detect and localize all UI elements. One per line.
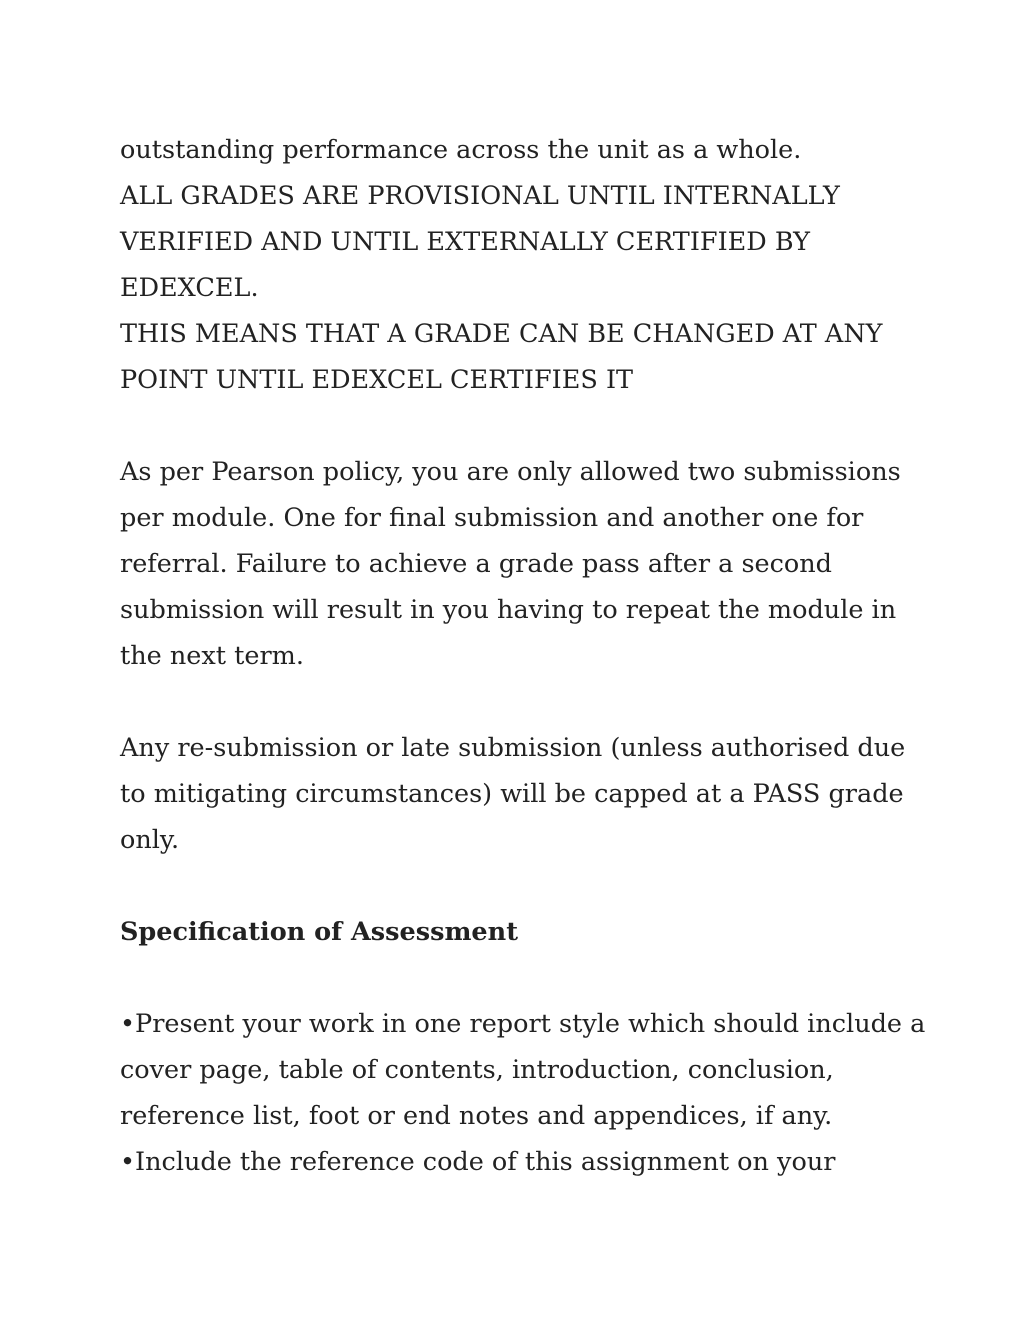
text-line: VERIFIED AND UNTIL EXTERNALLY CERTIFIED BY [120,227,810,257]
text-line: Any re-submission or late submission (unless authorised due [120,733,906,763]
bullet-icon: • [120,1009,136,1039]
policy-paragraph [120,449,900,679]
text-line: only. [120,825,180,855]
text-line: POINT UNTIL EDEXCEL CERTIFIES IT [120,365,634,395]
text-line: As per Pearson policy, you are only allowed two submissions [120,457,901,487]
bullet-list [120,1001,926,1185]
text-line: cover page, table of contents, introduction, conclusion, [120,1055,834,1085]
text-line: THIS MEANS THAT A GRADE CAN BE CHANGED AT ANY [120,319,883,349]
bullet-item-start [120,1139,900,1185]
text-line: reference list, foot or end notes and appendices, if any. [120,1101,833,1131]
bullet-icon: • [120,1147,136,1177]
section-heading: Specification of Assessment [120,917,518,947]
bullet-text: Include the reference code of this assignment on your [135,1147,836,1177]
text-line: EDEXCEL. [120,273,259,303]
text-line: the next term. [120,641,304,671]
text-line: ALL GRADES ARE PROVISIONAL UNTIL INTERNALLY [120,181,840,211]
intro-block [120,127,900,403]
resubmission-paragraph [120,725,906,863]
text-line: submission will result in you having to repeat the module in [120,595,897,625]
document-page [120,127,926,1185]
bullet-text: Present your work in one report style which should include a [135,1009,926,1039]
bullet-item-start [120,1001,926,1047]
text-line: outstanding performance across the unit as a whole. [120,135,802,165]
text-line: referral. Failure to achieve a grade pass after a second [120,549,832,579]
text-line: to mitigating circumstances) will be capped at a PASS grade [120,779,904,809]
text-line: per module. One for final submission and another one for [120,503,864,533]
